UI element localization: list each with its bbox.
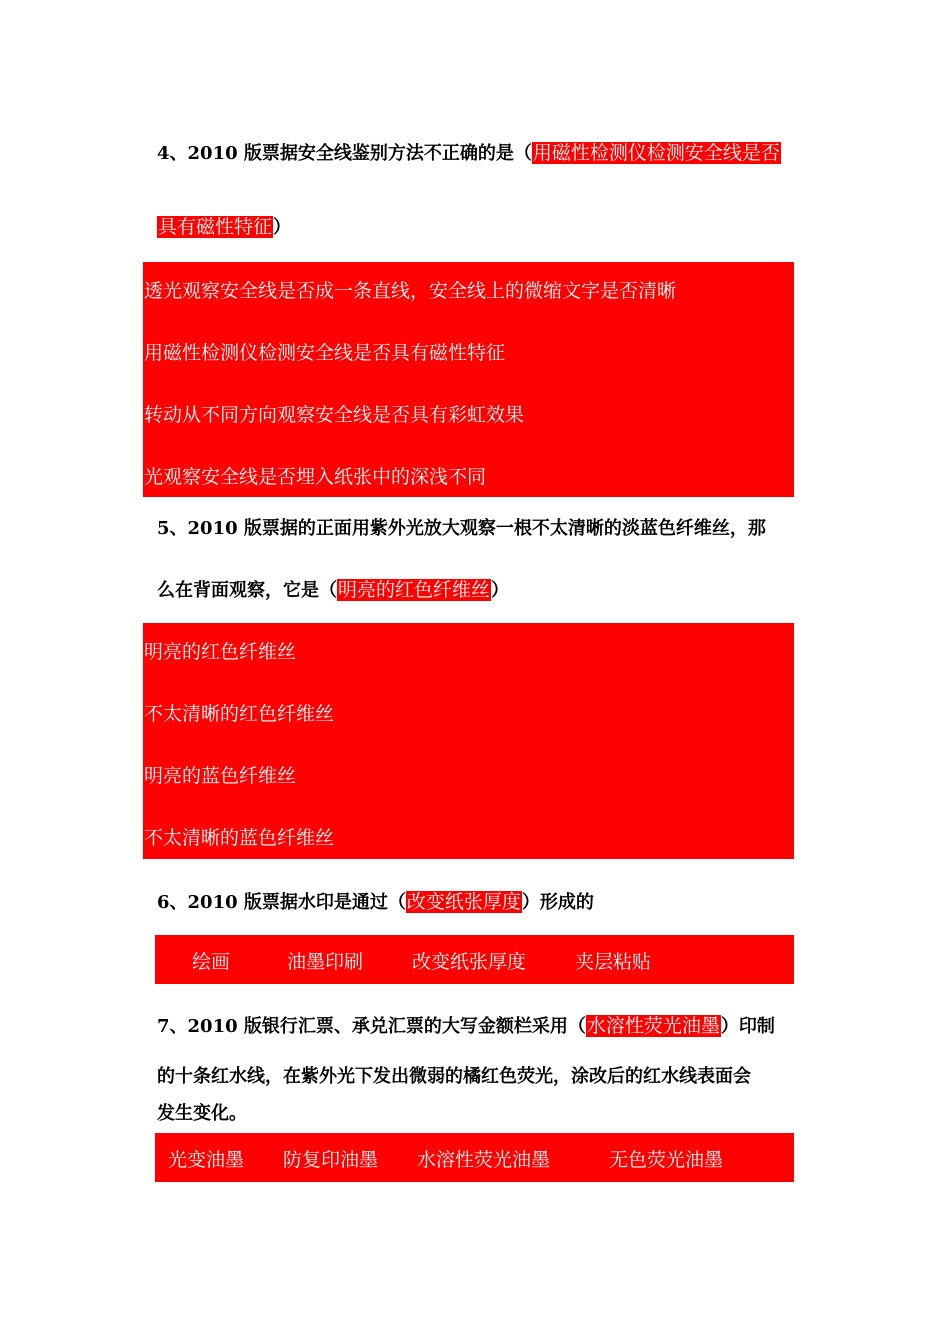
q6-stem-suffix: ）形成的: [521, 892, 594, 913]
q7-stem-end: 发生变化。: [157, 1103, 247, 1124]
q7-option-2[interactable]: 防复印油墨: [283, 1149, 379, 1171]
q4-stem-line1: [157, 138, 797, 165]
q4-option-4[interactable]: 光观察安全线是否埋入纸张中的深浅不同: [144, 466, 487, 488]
q4-option-2[interactable]: 用磁性检测仪检测安全线是否具有磁性特征: [144, 342, 506, 364]
q6-stem: [157, 887, 797, 914]
q5-stem-prefix: 5、2010 版票据的正面用紫外光放大观察一根不太清晰的淡蓝色纤维丝，那: [157, 518, 766, 539]
q5-option-1[interactable]: 明亮的红色纤维丝: [144, 641, 297, 663]
q4-answer-part1: 用磁性检测仪检测安全线是否: [532, 142, 780, 164]
q6-option-2[interactable]: 油墨印刷: [287, 951, 364, 973]
q6-option-4[interactable]: 夹层粘贴: [575, 951, 652, 973]
q7-stem-suffix: ）印制: [720, 1016, 775, 1037]
q4-stem-prefix: 4、2010 版票据安全线鉴别方法不正确的是（: [157, 143, 532, 164]
q5-option-2[interactable]: 不太清晰的红色纤维丝: [144, 703, 335, 725]
q5-option-4[interactable]: 不太清晰的蓝色纤维丝: [144, 827, 335, 849]
q7-stem-line2: [157, 1062, 797, 1088]
q7-option-3[interactable]: 水溶性荧光油墨: [417, 1149, 551, 1171]
q4-stem-line2: [157, 212, 797, 239]
q7-option-4[interactable]: 无色荧光油墨: [609, 1149, 724, 1171]
q5-stem-line2: [157, 575, 797, 602]
q7-option-1[interactable]: 光变油墨: [168, 1149, 245, 1171]
q5-option-3[interactable]: 明亮的蓝色纤维丝: [144, 765, 297, 787]
q6-option-3[interactable]: 改变纸张厚度: [412, 951, 527, 973]
q5-stem-middle: 么在背面观察，它是（: [157, 580, 337, 601]
q5-stem-suffix: ）: [491, 580, 510, 601]
q5-stem-line1: [157, 514, 797, 540]
q7-stem-line1: [157, 1011, 797, 1038]
q6-option-1[interactable]: 绘画: [192, 951, 231, 973]
q6-answer: 改变纸张厚度: [406, 891, 521, 913]
q5-options-block: [143, 623, 794, 859]
q4-stem-suffix: ）: [273, 217, 292, 238]
q7-stem-prefix: 7、2010 版银行汇票、承兑汇票的大写金额栏采用（: [157, 1016, 586, 1037]
q6-options-block: [155, 935, 794, 984]
q7-answer: 水溶性荧光油墨: [586, 1015, 720, 1037]
q6-stem-prefix: 6、2010 版票据水印是通过（: [157, 892, 406, 913]
q7-options-block: [155, 1133, 794, 1182]
q4-answer-part2: 具有磁性特征: [158, 216, 273, 238]
q4-option-3[interactable]: 转动从不同方向观察安全线是否具有彩虹效果: [144, 404, 525, 426]
q5-answer: 明亮的红色纤维丝: [338, 579, 491, 601]
q4-option-1[interactable]: 透光观察安全线是否成一条直线，安全线上的微缩文字是否清晰: [144, 280, 677, 302]
q4-options-block: [143, 262, 794, 497]
q7-stem-line3: [157, 1099, 797, 1125]
q7-stem-continued: 的十条红水线，在紫外光下发出微弱的橘红色荧光，涂改后的红水线表面会: [157, 1066, 751, 1087]
